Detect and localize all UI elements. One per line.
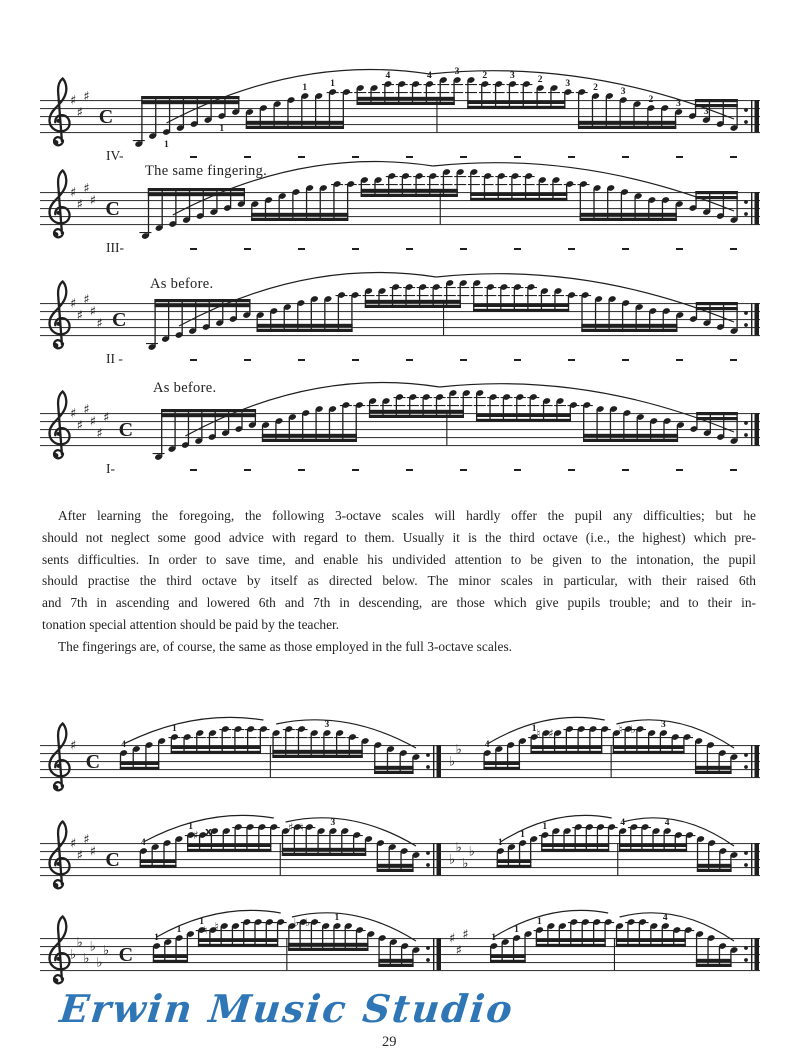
key-signature-accidental: ♯: [89, 414, 97, 430]
key-signature-accidental: ♯: [83, 181, 90, 197]
continuation-dash: [676, 248, 683, 250]
treble-clef-icon: [49, 917, 69, 984]
barline: [280, 843, 281, 876]
fingering-number: 1: [154, 933, 159, 943]
fingering-number: 1: [531, 724, 537, 734]
continuation-dash: [190, 248, 197, 250]
staff-label-as-before-1: As before.: [150, 276, 214, 292]
key-signature-accidental: ♯: [455, 943, 462, 959]
key-signature-accidental: ♯: [462, 927, 469, 943]
continuation-dash: [190, 469, 197, 471]
position-mark: II -: [106, 351, 123, 366]
watermark: Erwin Music Studio: [57, 986, 517, 1031]
key-signature-accidental: ♭: [76, 935, 83, 951]
key-signature-accidental: ♯: [70, 406, 77, 422]
accidental: x: [205, 825, 213, 838]
fingering-number: 1: [171, 724, 177, 734]
continuation-dash: [406, 469, 413, 471]
fingering-number: 4: [385, 71, 391, 81]
key-signature-accidental: ♯: [70, 296, 77, 312]
barline: [446, 413, 447, 446]
key-signature-accidental: ♯: [103, 410, 110, 426]
slur: [426, 71, 734, 119]
barline: [440, 192, 441, 225]
fingering-number: 3: [620, 87, 626, 97]
staff-system-position-ii: [40, 259, 760, 375]
continuation-dash: [676, 359, 683, 361]
continuation-dash: [352, 469, 359, 471]
key-signature-accidental: ♯: [96, 316, 103, 332]
key-signature-accidental: ♯: [89, 304, 97, 320]
fingering-number: 4: [662, 913, 668, 923]
fingering-number: 1: [199, 917, 204, 927]
key-signature-accidental: ♭: [468, 844, 475, 860]
key-signature-accidental: ♭: [455, 742, 462, 758]
fingering-number: 1: [514, 925, 519, 935]
staff-svg: [40, 894, 760, 994]
continuation-dash: [298, 469, 305, 471]
treble-clef-icon: [49, 392, 69, 459]
continuation-dash: [568, 469, 575, 471]
fingering-number: 1: [542, 822, 548, 832]
key-signature-accidental: ♯: [83, 292, 90, 308]
key-signature-accidental: ♯: [89, 193, 97, 209]
staff-svg: [40, 369, 760, 485]
key-signature-accidental: ♯: [96, 426, 103, 442]
treble-clef-icon: [49, 282, 69, 349]
barline: [270, 745, 271, 778]
fingering-number: 3: [703, 107, 709, 117]
barline: [286, 938, 287, 971]
barline: [611, 745, 612, 778]
common-time-signature: C: [105, 198, 120, 220]
continuation-dash: [622, 359, 629, 361]
key-signature-accidental: ♯: [76, 105, 83, 121]
key-signature-accidental: ♯: [70, 93, 77, 109]
common-time-signature: C: [118, 419, 134, 441]
staff-system-third-octave-1: [40, 701, 760, 801]
fingering-number: 2: [648, 95, 654, 105]
staff-svg: [40, 259, 760, 375]
treble-clef-icon: [49, 822, 69, 889]
position-mark: III-: [106, 240, 124, 255]
fingering-number: 3: [330, 818, 336, 828]
staff-svg: [40, 148, 760, 264]
continuation-dash: [298, 359, 305, 361]
accidental: ♯: [287, 821, 294, 834]
slur: [286, 818, 416, 846]
common-time-signature: C: [85, 751, 101, 773]
fingering-number: 1: [302, 83, 308, 93]
key-signature-accidental: ♭: [455, 840, 462, 856]
fingering-number: 1: [497, 838, 503, 848]
treble-clef-icon: [49, 79, 69, 146]
fingering-number: 2: [593, 83, 598, 93]
key-signature-accidental: ♭: [96, 955, 103, 971]
continuation-dash: [244, 469, 251, 471]
continuation-dash: [460, 469, 467, 471]
fingering-number: 3: [454, 67, 460, 77]
paragraph-line: The fingerings are, of course, the same as those employed in the full 3-octave scales.: [58, 638, 513, 654]
staff-svg: [40, 701, 760, 801]
position-mark: I-: [106, 461, 115, 476]
fingering-number: 4: [484, 740, 490, 750]
key-signature-accidental: ♭: [83, 951, 90, 967]
accidental: ♭: [293, 916, 299, 929]
common-time-signature: C: [118, 944, 134, 966]
accidental: ♮: [214, 920, 219, 933]
fingering-number: 1: [491, 933, 497, 943]
continuation-dash: [352, 248, 359, 250]
continuation-dash: [514, 469, 521, 471]
barline: [443, 303, 444, 336]
fingering-number: 1: [176, 925, 182, 935]
slur: [292, 913, 416, 941]
paragraph-line: should not neglect some good advice with regard to them. Usually it is the third octave (i.e., the highest) which pre-: [42, 529, 756, 545]
common-time-signature: C: [112, 309, 127, 331]
position-mark: IV-: [106, 148, 124, 163]
accidental: ♮: [536, 727, 541, 740]
staff-label-as-before-2: As before.: [153, 380, 217, 396]
barline: [617, 843, 618, 876]
barline: [436, 100, 437, 133]
continuation-dash: [568, 359, 575, 361]
paragraph-line: and 7th in ascending and lowered 6th and 7th in descending, are those which give pupils trouble; and to their in-: [42, 595, 756, 611]
staff-svg: [40, 799, 760, 899]
key-signature-accidental: ♯: [83, 832, 90, 848]
slur: [124, 717, 264, 744]
key-signature-accidental: ♯: [76, 308, 83, 324]
key-signature-accidental: ♭: [462, 856, 469, 872]
fingering-number: 3: [565, 79, 571, 89]
treble-clef-icon: [49, 171, 69, 238]
fingering-number: 4: [620, 818, 626, 828]
continuation-dash: [568, 248, 575, 250]
staff-label-same-fingering: The same fingering.: [145, 163, 268, 179]
slur: [276, 720, 416, 748]
continuation-dash: [730, 469, 737, 471]
continuation-dash: [730, 248, 737, 250]
key-signature-accidental: ♯: [89, 844, 97, 860]
continuation-dash: [298, 248, 305, 250]
continuation-dash: [514, 248, 521, 250]
fingering-number: 2: [537, 75, 543, 85]
key-signature-accidental: ♯: [70, 185, 77, 201]
fingering-number: 4: [426, 71, 432, 81]
slur: [433, 163, 734, 211]
continuation-dash: [622, 248, 629, 250]
page-number: 29: [382, 1034, 397, 1050]
slur: [440, 384, 734, 432]
treble-clef-icon: [49, 724, 69, 791]
key-signature-accidental: ♯: [449, 931, 456, 947]
slur: [623, 818, 734, 846]
staff-system-third-octave-2: [40, 799, 760, 899]
key-signature-accidental: ♭: [449, 754, 456, 770]
key-signature-accidental: ♯: [83, 89, 90, 105]
fingering-number: 1: [219, 124, 225, 134]
paragraph-line: tonation special attention should be paid by the teacher.: [42, 616, 340, 632]
fingering-number: 1: [330, 79, 335, 89]
continuation-dash: [622, 469, 629, 471]
slur: [620, 913, 734, 941]
common-time-signature: C: [105, 849, 120, 871]
continuation-dash: [406, 248, 413, 250]
fingering-number: 2: [482, 71, 488, 81]
continuation-dash: [676, 469, 683, 471]
accidental: ♯: [193, 829, 199, 842]
slur: [436, 274, 734, 322]
continuation-dash: [244, 359, 251, 361]
continuation-dash: [190, 359, 197, 361]
fingering-number: 1: [537, 917, 542, 927]
staff-system-position-iii: [40, 148, 760, 264]
continuation-dash: [460, 359, 467, 361]
key-signature-accidental: ♭: [89, 939, 96, 955]
continuation-dash: [514, 359, 521, 361]
barline: [614, 938, 615, 971]
staff-system-position-i: [40, 369, 760, 485]
accidental: ♮: [299, 821, 304, 834]
fingering-number: 4: [121, 740, 126, 750]
fingering-number: 4: [140, 838, 146, 848]
accidental: ♭: [630, 723, 636, 736]
fingering-number: 1: [188, 822, 194, 832]
paragraph-line: sents difficulties. In order to save time, and enable his undivided attention to be given to the intonation, the pupil: [42, 551, 756, 567]
continuation-dash: [244, 248, 251, 250]
key-signature-accidental: ♯: [70, 836, 77, 852]
accidental: ♮: [203, 924, 208, 937]
continuation-dash: [460, 248, 467, 250]
continuation-dash: [352, 359, 359, 361]
fingering-number: 3: [676, 99, 681, 109]
fingering-number: 1: [334, 913, 340, 923]
fingering-number: 1: [520, 830, 525, 840]
key-signature-accidental: ♯: [76, 848, 83, 864]
key-signature-accidental: ♯: [83, 402, 90, 418]
continuation-dash: [730, 359, 737, 361]
fingering-number: 1: [163, 140, 169, 150]
paragraph-line: should practise the third octave by itself as directed below. The minor scales in particular, with their raised 6th: [42, 573, 756, 589]
key-signature-accidental: ♭: [70, 947, 77, 963]
common-time-signature: C: [98, 106, 114, 128]
accidental: ♯: [548, 727, 554, 740]
key-signature-accidental: ♯: [70, 738, 77, 754]
accidental: ♮: [618, 723, 623, 736]
key-signature-accidental: ♯: [76, 197, 83, 213]
paragraph-line: After learning the foregoing, the following 3-octave scales will hardly offer the pupil any difficulties; but he: [58, 508, 756, 523]
continuation-dash: [406, 359, 413, 361]
key-signature-accidental: ♭: [103, 943, 110, 959]
fingering-number: 3: [510, 71, 515, 81]
accidental: ♭: [304, 916, 311, 929]
instruction-text: [42, 505, 756, 658]
fingering-number: 3: [660, 720, 666, 730]
key-signature-accidental: ♭: [449, 852, 456, 868]
fingering-number: 4: [664, 818, 670, 828]
key-signature-accidental: ♯: [76, 418, 83, 434]
fingering-number: 3: [324, 720, 330, 730]
staff-system-third-octave-3: [40, 894, 760, 994]
